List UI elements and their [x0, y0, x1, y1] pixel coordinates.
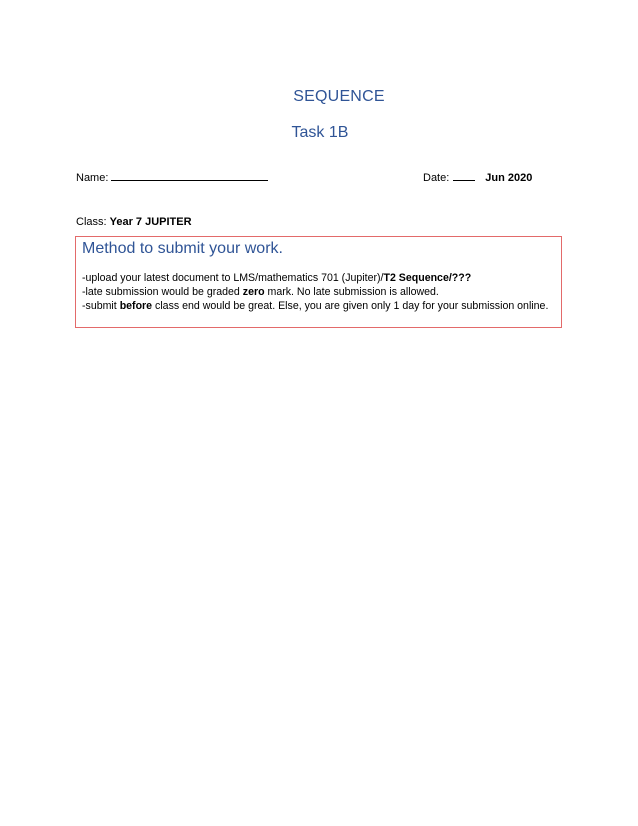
submission-method-box [75, 236, 562, 328]
method-line-before-bold: before [119, 300, 153, 312]
class-value: Year 7 JUPITER [109, 216, 192, 228]
name-field-row [76, 169, 268, 185]
method-line-upload-text: -upload your latest document to LMS/mathematics 701 (Jupiter)/ [82, 272, 384, 284]
name-blank-line [111, 169, 268, 181]
method-line-late-text: -late submission would be graded [82, 286, 243, 298]
class-field-row [76, 215, 192, 229]
document-title: SEQUENCE [293, 88, 385, 105]
method-line-late-end: mark. No late submission is allowed. [264, 286, 439, 298]
method-line-before-end: class end would be great. Else, you are given only 1 day for your submission online. [152, 300, 549, 312]
class-label: Class: [76, 216, 107, 228]
date-label: Date: [423, 172, 450, 184]
method-line-upload-end: ??? [451, 272, 472, 284]
name-label: Name: [76, 172, 109, 184]
date-value: Jun 2020 [485, 172, 533, 184]
method-line-late-bold: zero [242, 286, 265, 298]
method-line-before-text: -submit [82, 300, 120, 312]
date-blank-line [453, 169, 475, 181]
document-subtitle: Task 1B [291, 124, 349, 141]
method-line-before [82, 299, 555, 313]
date-field-row [423, 169, 532, 185]
method-line-upload-bold: T2 Sequence [383, 272, 449, 284]
method-line-late [82, 285, 555, 299]
method-line-upload: -upload your latest document to LMS/mathematics 701 (Jupiter)/T2 Sequence/??? [82, 272, 472, 284]
method-heading: Method to submit your work. [82, 240, 283, 257]
